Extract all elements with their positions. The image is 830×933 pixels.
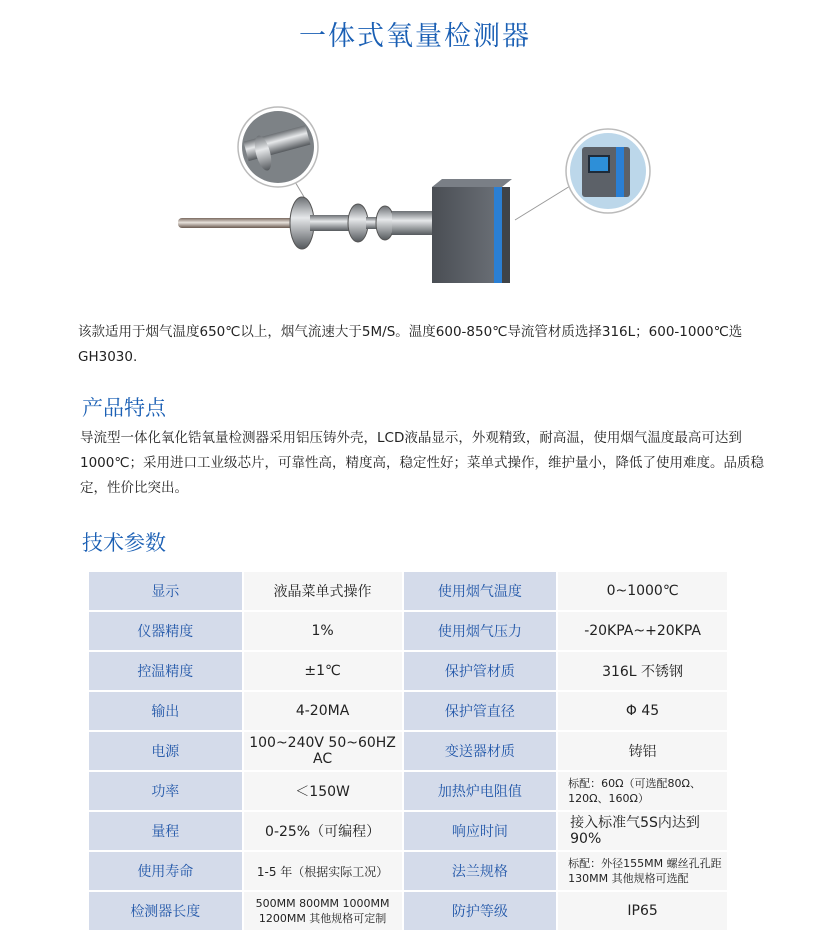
table-row: [88, 611, 728, 651]
table-row: [88, 891, 728, 931]
spec-value: 500MM 800MM 1000MM 1200MM 其他规格可定制: [243, 891, 403, 931]
spec-value: 316L 不锈钢: [557, 651, 728, 691]
intro-text: 该款适用于烟气温度650℃以上，烟气流速大于5M/S。温度600-850℃导流管材质选择316L；600-1000℃选GH3030.: [78, 324, 743, 365]
table-row: [88, 771, 728, 811]
spec-value: IP65: [557, 891, 728, 931]
table-row: [88, 731, 728, 771]
spec-value: 1-5 年（根据实际工况）: [243, 851, 403, 891]
spec-key: 电源: [88, 731, 243, 771]
spec-value: 铸铝: [557, 731, 728, 771]
table-row: [88, 851, 728, 891]
spec-key: 法兰规格: [403, 851, 558, 891]
spec-key: 量程: [88, 811, 243, 851]
table-row: [88, 811, 728, 851]
specs-heading: 技术参数: [82, 531, 166, 555]
features-heading: 产品特点: [82, 396, 166, 420]
spec-key: 输出: [88, 691, 243, 731]
spec-key: 响应时间: [403, 811, 558, 851]
spec-value: -20KPA~+20KPA: [557, 611, 728, 651]
spec-key: 加热炉电阻值: [403, 771, 558, 811]
page-title: 一体式氧量检测器: [299, 21, 531, 52]
spec-value: ＜150W: [243, 771, 403, 811]
spec-key: 检测器长度: [88, 891, 243, 931]
table-row: [88, 691, 728, 731]
spec-key: 仪器精度: [88, 611, 243, 651]
spec-table: [87, 570, 729, 932]
spec-value: 0~1000℃: [557, 571, 728, 611]
spec-value: 标配：外径155MM 螺丝孔孔距130MM 其他规格可选配: [557, 851, 728, 891]
spec-value: 4-20MA: [243, 691, 403, 731]
features-text: 导流型一体化氧化锆氧量检测器采用铝压铸外壳，LCD液晶显示，外观精致，耐高温，使用烟气温度最高可达到1000℃；采用进口工业级芯片，可靠性高，精度高，稳定性好；菜单式操作，维护量小，降低了使用难度。品质稳定，性价比突出。: [80, 430, 765, 496]
spec-key: 使用烟气压力: [403, 611, 558, 651]
spec-key: 保护管直径: [403, 691, 558, 731]
spec-value: 液晶菜单式操作: [243, 571, 403, 611]
spec-key: 保护管材质: [403, 651, 558, 691]
spec-key: 功率: [88, 771, 243, 811]
spec-key: 变送器材质: [403, 731, 558, 771]
spec-value: 100~240V 50~60HZ AC: [243, 731, 403, 771]
spec-key: 控温精度: [88, 651, 243, 691]
table-row: [88, 571, 728, 611]
spec-value: 接入标准气5S内达到90%: [557, 811, 728, 851]
spec-key: 使用烟气温度: [403, 571, 558, 611]
spec-value: ±1℃: [243, 651, 403, 691]
spec-value: Φ 45: [557, 691, 728, 731]
spec-key: 显示: [88, 571, 243, 611]
spec-key: 使用寿命: [88, 851, 243, 891]
spec-value: 标配：60Ω（可选配80Ω、120Ω、160Ω）: [557, 771, 728, 811]
spec-value: 0-25%（可编程）: [243, 811, 403, 851]
product-image: [170, 75, 670, 305]
spec-value: 1%: [243, 611, 403, 651]
spec-key: 防护等级: [403, 891, 558, 931]
table-row: [88, 651, 728, 691]
